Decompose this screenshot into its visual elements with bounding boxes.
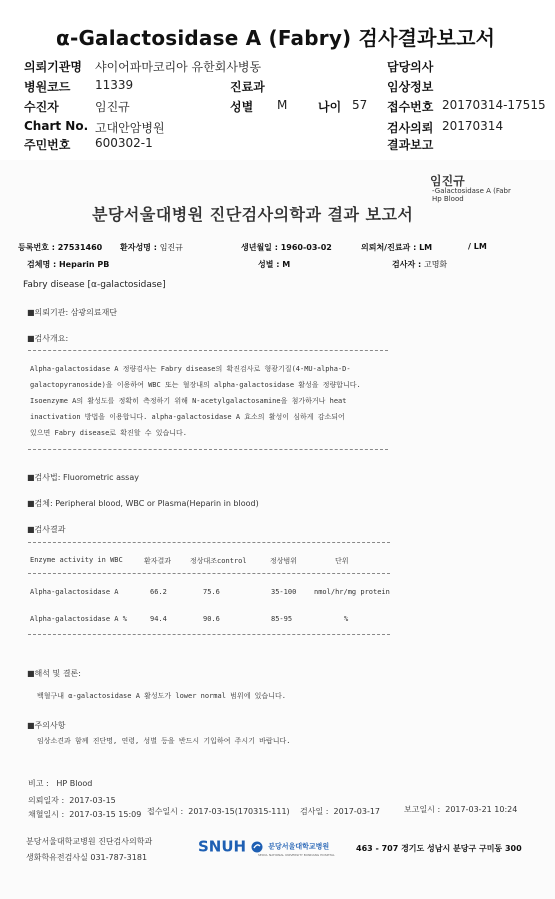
label-resident-no: 주민번호 (24, 138, 71, 152)
report-sex: 성별 : M (258, 260, 291, 269)
specimen-name: 검체명 : Heparin PB (27, 260, 110, 269)
specimen: ■검체: Peripheral blood, WBC or Plasma(Heparin in blood) (27, 499, 259, 508)
table-header-control: 정상대조control (190, 557, 247, 565)
label-requesting-org: 의뢰기관명 (24, 60, 82, 74)
exam-date: 검사일 : 2017-03-17 (300, 807, 381, 816)
label-hospital-code: 병원코드 (24, 80, 71, 94)
overview-line: Isoenzyme A의 활성도를 정확히 측정하기 위해 N-acetylgalactosamine을 첨가하거나 heat (30, 397, 347, 405)
label-attending-doctor: 담당의사 (387, 60, 434, 74)
birth-date: 생년월일 : 1960-03-02 (241, 243, 332, 252)
overview-line: galactopyranoside)을 이용하여 WBC 또는 혈장내의 alpha-galactosidase 활성을 정량합니다. (30, 381, 361, 389)
value-chart-no: 고대안암병원 (95, 121, 165, 135)
footer-org-line2: 생화학유전검사실 031-787-3181 (26, 853, 148, 862)
patient-name: 환자성명 : 임진규 (120, 243, 183, 252)
value-test-request: 20170314 (442, 119, 504, 133)
table-cell: 75.6 (203, 588, 220, 596)
label-chart-no: Chart No. (24, 119, 89, 133)
report-header (0, 0, 555, 155)
divider (28, 350, 388, 351)
referring-department: 의뢰처/진료과 : LM (361, 243, 433, 252)
label-accession-no: 접수번호 (387, 100, 434, 114)
value-resident-no: 600302-1 (95, 136, 153, 150)
interpretation-text: 백혈구내 α-galactosidase A 활성도가 lower normal 범위에 있습니다. (37, 692, 286, 700)
table-top-rule (28, 542, 390, 543)
label-test-request: 검사의뢰 (387, 121, 434, 135)
label-patient: 수진자 (24, 100, 59, 114)
table-cell: 94.4 (150, 615, 167, 623)
referral-org: ■의뢰기관: 삼광의료재단 (27, 308, 118, 317)
overview-line: 있으면 Fabry disease로 확진할 수 있습니다. (30, 429, 188, 437)
table-cell: Alpha-galactosidase A % (30, 615, 127, 623)
registration-number: 등록번호 : 27531460 (18, 243, 103, 252)
table-header-rule (28, 573, 390, 574)
table-cell: Alpha-galactosidase A (30, 588, 119, 596)
remark: 비고 : HP Blood (28, 779, 93, 788)
results-heading: ■검사결과 (27, 525, 66, 534)
table-bottom-rule (28, 634, 390, 635)
notes-text: 임상소견과 함께 진단명, 연령, 성별 등을 반드시 기입하여 주시기 바랍니다. (37, 737, 291, 745)
label-result-report: 결과보고 (387, 138, 434, 152)
value-hospital-code: 11339 (95, 78, 134, 92)
table-cell: 85-95 (271, 615, 293, 623)
table-header-unit: 단위 (335, 557, 349, 565)
value-requesting-org: 샤이어파마코리아 유한회사병동 (95, 60, 262, 74)
table-header-enzyme: Enzyme activity in WBC (30, 556, 123, 564)
label-clinical-info: 임상정보 (387, 80, 434, 94)
test-name: Fabry disease [α-galactosidase] (23, 280, 166, 290)
stamp-patient-name: 임진규 (430, 174, 465, 188)
value-sex: M (277, 98, 288, 112)
divider (28, 449, 388, 450)
referring-department-2: / LM (468, 242, 487, 251)
logo-subtitle: 분당서울대학교병원 (268, 842, 330, 851)
table-cell: % (344, 615, 349, 623)
receipt-datetime: 접수일시 : 2017-03-15(170315-111) (147, 807, 290, 816)
table-cell: 35-100 (271, 588, 297, 596)
overview-line: inactivation 방법을 이용합니다. alpha-galactosidase A 효소의 활성이 심하게 감소되어 (30, 413, 345, 421)
logo-text: SNUH (198, 837, 247, 856)
value-age: 57 (352, 98, 368, 112)
collection-datetime: 채혈일시 : 2017-03-15 15:09 (28, 810, 142, 819)
table-cell: 66.2 (150, 588, 167, 596)
label-sex: 성별 (230, 100, 254, 114)
stamp-specimen-line: Hp Blood (432, 195, 464, 203)
request-date: 의뢰일자 : 2017-03-15 (28, 796, 116, 805)
label-age: 나이 (318, 100, 342, 114)
interpretation-heading: ■해석 및 결론: (27, 669, 81, 678)
value-patient: 임진규 (95, 100, 130, 114)
overview-line: Alpha-galactosidase A 정량검사는 Fabry disease의 확진검사로 형광기질(4-MU-alpha-D- (30, 365, 351, 373)
label-department: 진료과 (230, 80, 265, 94)
value-accession-no: 20170314-17515 (442, 98, 546, 112)
scanned-report (0, 160, 555, 899)
stamp-test-line: -Galactosidase A (Fabr (432, 187, 511, 195)
table-header-range: 정상범위 (270, 557, 298, 565)
method: ■검사법: Fluorometric assay (27, 473, 139, 482)
page-title: α-Galactosidase A (Fabry) 검사결과보고서 (56, 26, 496, 50)
logo-emblem-icon (251, 841, 263, 853)
table-cell: nmol/hr/mg protein (314, 588, 390, 596)
footer-address: 463 - 707 경기도 성남시 분당구 구미동 300 (356, 844, 522, 853)
overview-heading: ■검사개요: (27, 334, 69, 343)
examiner: 검사자 : 고명화 (392, 260, 448, 269)
footer-org-line1: 분당서울대학교병원 진단검사의학과 (26, 837, 153, 846)
report-datetime: 보고일시 : 2017-03-21 10:24 (404, 805, 518, 814)
logo-tiny-text: SEOUL NATIONAL UNIVERSITY BUNDANG HOSPITAL (258, 853, 335, 857)
notes-heading: ■주의사항 (27, 721, 66, 730)
report-title: 분당서울대병원 진단검사의학과 결과 보고서 (92, 205, 414, 224)
table-cell: 90.6 (203, 615, 220, 623)
table-header-patient: 환자결과 (144, 557, 172, 565)
